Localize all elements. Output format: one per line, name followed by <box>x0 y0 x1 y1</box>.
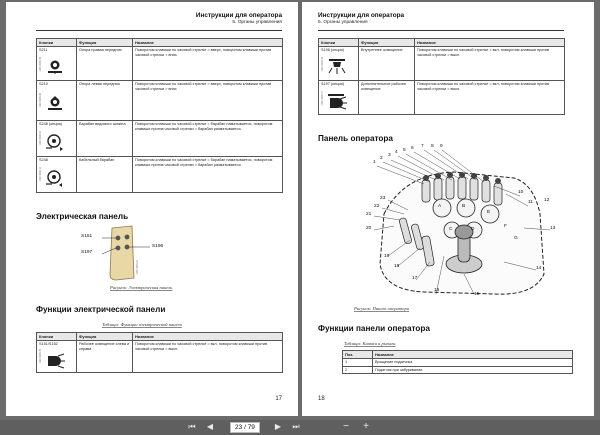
callout-6: 6 <box>411 146 414 151</box>
header-rule <box>36 30 282 31</box>
table-header-row <box>37 39 283 47</box>
first-page-button[interactable]: ⏮ <box>188 422 196 431</box>
code-cell <box>319 47 359 81</box>
figure-id: 1292 0005 77 <box>320 91 324 106</box>
callout-d: D <box>471 227 475 232</box>
viewer-toolbar <box>0 420 600 435</box>
button-code: S248 <box>39 158 48 162</box>
name-cell: Вращение податчика <box>373 359 573 367</box>
work-light-icon <box>44 353 66 369</box>
label-s151: S151 <box>81 234 93 239</box>
extra-work-light-icon <box>326 94 348 110</box>
position-cell: 2 <box>343 366 373 374</box>
callout-e: E <box>487 210 491 215</box>
code-cell <box>37 47 77 81</box>
col-header: Название <box>133 39 283 47</box>
description-cell: Поворотом клавиши по часовой стрелке = барабан наматывается, поворотом клавиши против часовой стрелки = барабан разматывается. <box>133 157 283 193</box>
header-subtitle: 5. Органы управления <box>318 20 368 25</box>
table-header-row <box>319 39 565 47</box>
col-header: Кнопки <box>319 39 359 47</box>
buttons-table-1 <box>318 38 565 115</box>
table-row <box>343 359 573 367</box>
operator-panel-drawing <box>344 144 564 304</box>
table-row <box>343 366 573 374</box>
callout-19: 19 <box>384 254 390 259</box>
table-header-row <box>343 351 573 359</box>
button-code: S211 <box>39 48 48 52</box>
function-cell: Дополнительное рабочее освещение <box>359 81 415 115</box>
zoom-out-button[interactable]: − <box>343 421 349 432</box>
description-cell: Поворотом клавиши по часовой стрелке = вверх, поворотом клавиши против часовой стрелки = вниз <box>133 81 283 121</box>
page-number-input[interactable] <box>230 422 260 433</box>
interior-light-icon <box>326 58 348 76</box>
function-cell: Барабан ведомого шланга <box>77 121 133 157</box>
section-heading: Панель оператора <box>318 134 393 143</box>
col-header: Функция <box>77 39 133 47</box>
callout-b: B <box>462 204 466 209</box>
callout-f: F <box>504 224 507 229</box>
button-code: S151/S152 <box>39 342 58 346</box>
table-row <box>37 121 283 157</box>
buttons-table-1 <box>36 38 283 193</box>
description-cell: Поворотом клавиши по часовой стрелке = вкл, поворотом клавиши против часовой стрелки = выкл. <box>415 81 565 115</box>
callout-16: 16 <box>434 288 440 293</box>
callout-2: 2 <box>380 156 383 161</box>
function-cell: Кабельный барабан <box>77 157 133 193</box>
code-cell <box>37 341 77 373</box>
description-cell: Поворотом клавиши по часовой стрелке = вкл, поворотом клавиши против часовой стрелки = выкл. <box>415 47 565 81</box>
callout-18: 18 <box>394 264 400 269</box>
function-cell: Внутреннее освещение <box>359 47 415 81</box>
callout-23: 23 <box>380 196 386 201</box>
prev-page-button[interactable]: ◀ <box>206 422 214 431</box>
callout-11: 11 <box>528 200 533 205</box>
description-cell: Поворотом клавиши по часовой стрелке = вкл, поворотом клавиши против часовой стрелки = выкл. <box>133 341 283 373</box>
button-code: S210 <box>39 82 48 86</box>
table-caption: Таблица: Функции электрической панели <box>102 322 182 327</box>
callout-12: 12 <box>544 198 550 203</box>
col-header: Название <box>415 39 565 47</box>
col-header: Название <box>133 333 283 341</box>
hose-reel-icon <box>44 133 66 151</box>
label-s196: S196 <box>152 244 164 249</box>
table-row <box>319 47 565 81</box>
figure-id: 1292 0025 01 <box>136 260 139 275</box>
callout-a: A <box>438 204 442 209</box>
description-cell: Поворотом клавиши по часовой стрелке = барабан наматывается, поворотом клавиши против часовой стрелки = барабан разматывается. <box>133 121 283 157</box>
table-row <box>319 81 565 115</box>
callout-3: 3 <box>388 153 391 158</box>
callout-13: 13 <box>550 226 556 231</box>
figure-id: 1292 0005 06 <box>38 93 42 108</box>
button-code: S196 (опция) <box>321 48 344 52</box>
callout-7: 7 <box>421 144 424 149</box>
table-header-row <box>37 333 283 341</box>
figure-id: 1292 0005 05 <box>38 57 42 72</box>
header-title: Инструкции для оператора <box>318 12 405 19</box>
section-heading: Электрическая панель <box>36 212 129 221</box>
callout-22: 22 <box>374 204 380 209</box>
function-cell: Опора правая передняя <box>77 47 133 81</box>
page-right <box>302 2 594 416</box>
buttons-table-2 <box>36 332 283 373</box>
code-cell <box>319 81 359 115</box>
page-number: 18 <box>318 396 325 402</box>
support-down-icon <box>44 59 66 77</box>
last-page-button[interactable]: ⏭ <box>292 422 300 431</box>
figure-id: 1292 0006 12 <box>38 167 42 182</box>
button-code: S248 (опция) <box>39 122 62 126</box>
callout-21: 21 <box>366 212 372 217</box>
figure-caption: Рисунок: Панель оператора <box>354 306 410 311</box>
function-cell: Рабочее освещение слева и справа <box>77 341 133 373</box>
description-cell: Поворотом клавиши по часовой стрелке = вверх, поворотом клавиши против часовой стрелки = вниз. <box>133 47 283 81</box>
callout-9: 9 <box>440 144 443 149</box>
section-heading: Функции электрической панели <box>36 305 166 314</box>
label-s197: S197 <box>81 250 93 255</box>
table-row <box>37 157 283 193</box>
col-header: Кнопки <box>37 333 77 341</box>
header-rule <box>318 30 564 31</box>
function-cell: Опора левая передняя <box>77 81 133 121</box>
cable-reel-icon <box>44 169 66 187</box>
figure-id: 1292 0005 76 <box>320 57 324 72</box>
col-header: Функция <box>77 333 133 341</box>
button-code: S197 (опция) <box>321 82 344 86</box>
code-cell <box>37 81 77 121</box>
col-header: Название <box>373 351 573 359</box>
support-up-icon <box>44 95 66 113</box>
table-row <box>37 47 283 81</box>
name-cell: Податчик при забуривании <box>373 366 573 374</box>
figure-id: 1292 0005 75 <box>38 349 42 364</box>
page-number: 17 <box>275 396 282 402</box>
callout-c: C <box>449 227 453 232</box>
header-subtitle: 5. Органы управления <box>232 20 282 25</box>
callout-20: 20 <box>366 226 372 231</box>
callout-14: 14 <box>536 266 542 271</box>
callout-1: 1 <box>373 160 376 165</box>
electric-panel-figure <box>66 224 176 284</box>
page-header <box>196 12 282 25</box>
col-header: Поз. <box>343 351 373 359</box>
page-header <box>318 12 404 25</box>
table-row <box>37 341 283 373</box>
col-header: Функция <box>359 39 415 47</box>
callout-15: 15 <box>474 292 480 297</box>
callout-4: 4 <box>395 150 398 155</box>
callout-8: 8 <box>431 144 434 149</box>
header-title: Инструкции для оператора <box>195 12 282 19</box>
figure-caption: Рисунок: Электрическая панель <box>110 285 173 290</box>
code-cell <box>37 157 77 193</box>
callout-5: 5 <box>403 148 406 153</box>
section-heading: Функции панели оператора <box>318 324 430 333</box>
levers-table <box>342 350 573 374</box>
callout-g: G <box>514 236 518 241</box>
zoom-in-button[interactable]: + <box>363 421 369 432</box>
table-caption: Таблица: Кнопки и рычаги <box>344 341 396 346</box>
table-row <box>37 81 283 121</box>
callout-10: 10 <box>518 190 524 195</box>
page-left <box>6 2 298 416</box>
position-cell: 1 <box>343 359 373 367</box>
col-header: Кнопки <box>37 39 77 47</box>
figure-id: 1292 0006 04 <box>38 131 42 146</box>
operator-panel-figure <box>344 144 564 304</box>
callout-17: 17 <box>412 276 418 281</box>
next-page-button[interactable]: ▶ <box>274 422 282 431</box>
code-cell <box>37 121 77 157</box>
